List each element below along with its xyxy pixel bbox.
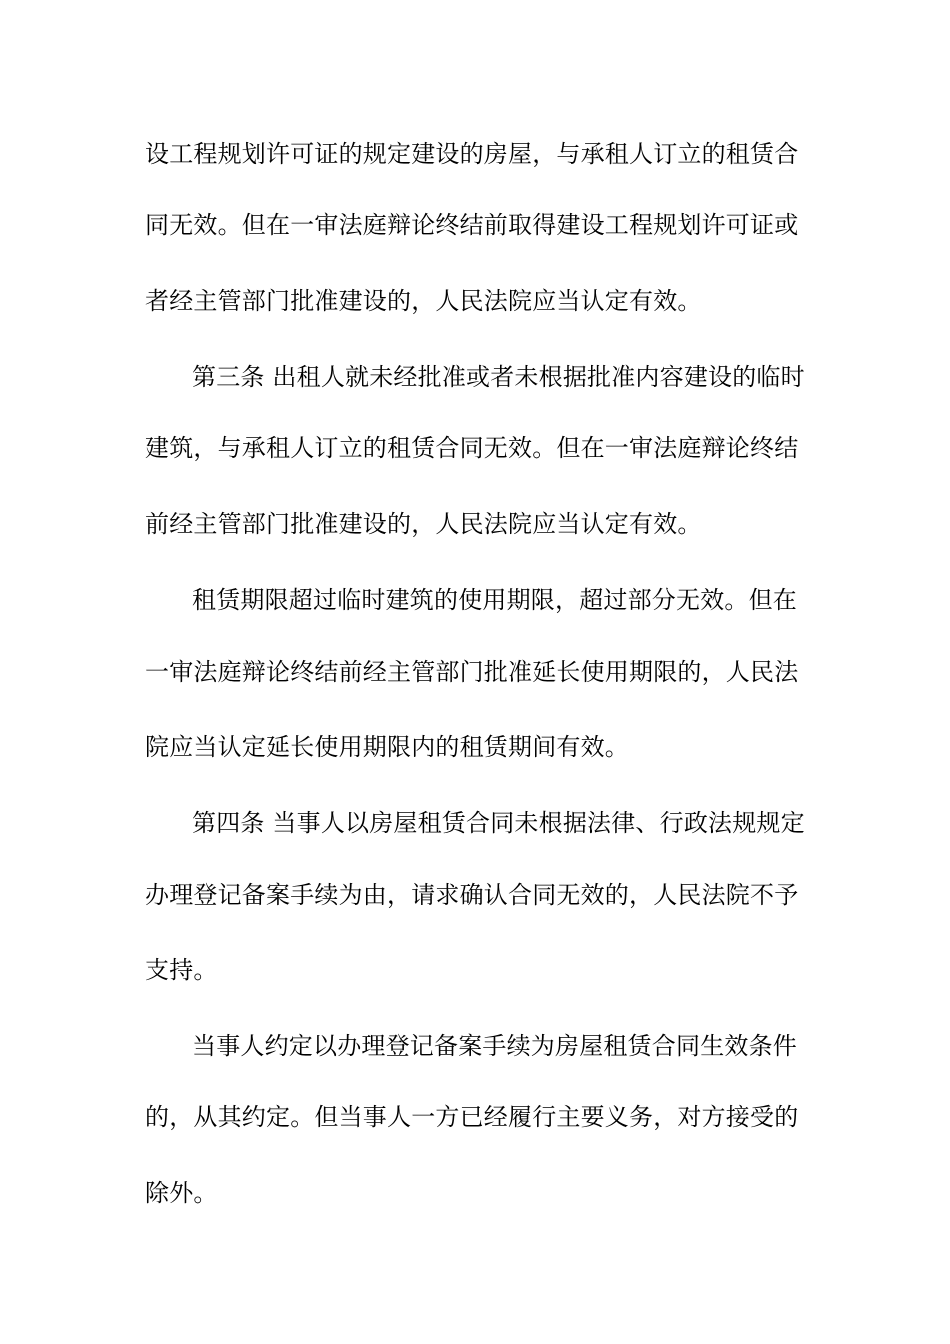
text-line-2: 同无效。但在一审法庭辩论终结前取得建设工程规划许可证或 <box>145 211 799 239</box>
text-line-12: 支持。 <box>145 956 218 984</box>
article-three-heading-line: 第三条 出租人就未经批准或者未根据批准内容建设的临时 <box>192 363 805 391</box>
text-line-5: 建筑，与承租人订立的租赁合同无效。但在一审法庭辩论终结 <box>145 434 799 462</box>
text-line-6: 前经主管部门批准建设的，人民法院应当认定有效。 <box>145 510 702 538</box>
text-line-1: 设工程规划许可证的规定建设的房屋，与承租人订立的租赁合 <box>145 140 799 168</box>
text-line-9: 院应当认定延长使用期限内的租赁期间有效。 <box>145 733 629 761</box>
paragraph-lease-term-line: 租赁期限超过临时建筑的使用期限，超过部分无效。但在 <box>192 586 797 614</box>
text-line-8: 一审法庭辩论终结前经主管部门批准延长使用期限的，人民法 <box>145 658 799 686</box>
text-line-15: 除外。 <box>145 1179 218 1207</box>
text-line-11: 办理登记备案手续为由，请求确认合同无效的，人民法院不予 <box>145 881 799 909</box>
text-line-3: 者经主管部门批准建设的，人民法院应当认定有效。 <box>145 287 702 315</box>
text-line-14: 的，从其约定。但当事人一方已经履行主要义务，对方接受的 <box>145 1103 799 1131</box>
paragraph-agreement-line: 当事人约定以办理登记备案手续为房屋租赁合同生效条件 <box>192 1032 797 1060</box>
article-four-heading-line: 第四条 当事人以房屋租赁合同未根据法律、行政法规规定 <box>192 809 805 837</box>
